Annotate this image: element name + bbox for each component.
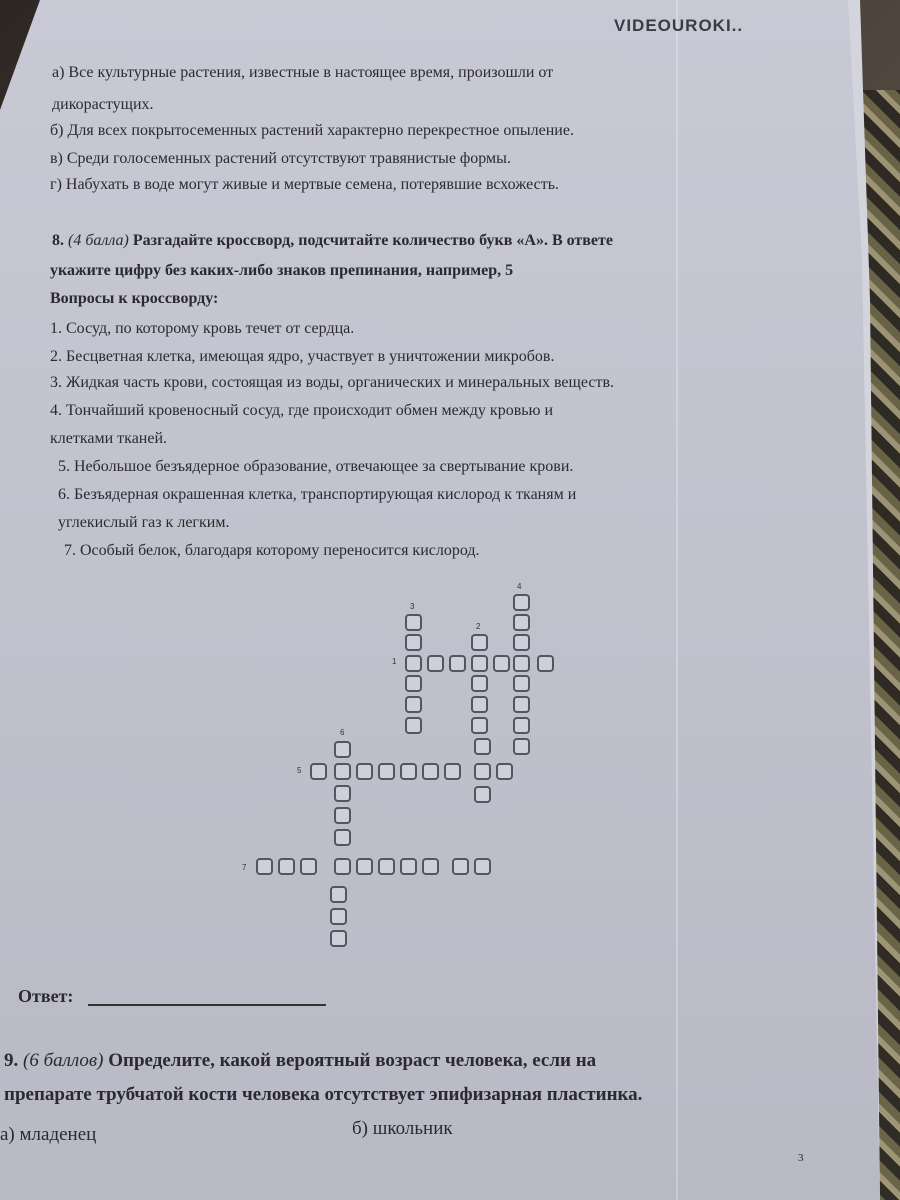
crossword-cell[interactable] [493,655,510,672]
crossword-cell[interactable] [474,738,491,755]
crossword-cell[interactable] [537,655,554,672]
option-c: в) Среди голосеменных растений отсутствуют травянистые формы. [50,150,511,167]
q8-number: 8. [52,232,64,249]
crossword-cell[interactable] [334,763,351,780]
q9-text-1: Определите, какой вероятный возраст человека, если на [108,1050,597,1071]
crossword-cell[interactable] [334,829,351,846]
crossword-cell[interactable] [513,675,530,692]
crossword-number-5: 5 [297,766,302,775]
crossword-cell[interactable] [422,858,439,875]
crossword-cell[interactable] [513,655,530,672]
crossword-cell[interactable] [474,858,491,875]
page-number: 3 [798,1152,804,1164]
q8-heading-line2: укажите цифру без каких-либо знаков препинания, например, 5 [50,262,514,279]
crossword-cell[interactable] [378,763,395,780]
q9-heading-line2: препарате трубчатой кости человека отсутствует эпифизарная пластинка. [4,1084,643,1105]
crossword-number-6: 6 [340,728,345,737]
crossword-cell[interactable] [405,675,422,692]
answer-label: Ответ: [18,986,74,1006]
clue-4-line1: 4. Тончайший кровеносный сосуд, где происходит обмен между кровью и [50,402,554,419]
crossword-cell[interactable] [334,741,351,758]
crossword-questions-title: Вопросы к кроссворду: [50,290,219,307]
option-a-line2: дикорастущих. [52,96,154,113]
crossword-cell[interactable] [400,763,417,780]
q8-text-1: Разгадайте кроссворд, подсчитайте количество букв «А». В ответе [132,232,613,249]
crossword-cell[interactable] [496,763,513,780]
crossword-cell[interactable] [513,717,530,734]
clue-4-line2: клетками тканей. [50,430,168,447]
q9-number: 9. [4,1050,19,1071]
clue-6-line2: углекислый газ к легким. [58,514,230,531]
crossword-cell[interactable] [405,717,422,734]
clue-7: 7. Особый белок, благодаря которому переносится кислород. [64,542,480,559]
clue-3: 3. Жидкая часть крови, состоящая из воды, органических и минеральных веществ. [50,374,614,391]
crossword-cell[interactable] [300,858,317,875]
crossword-cell[interactable] [400,858,417,875]
crossword-cell[interactable] [378,858,395,875]
crossword-cell[interactable] [334,807,351,824]
clue-5: 5. Небольшое безъядерное образование, отвечающее за свертывание крови. [58,458,574,475]
clue-1: 1. Сосуд, по которому кровь течет от сердца. [50,320,355,337]
crossword-cell[interactable] [422,763,439,780]
crossword-cell[interactable] [330,930,347,947]
clue-2: 2. Бесцветная клетка, имеющая ядро, участвует в уничтожении микробов. [50,348,555,365]
crossword-number-4: 4 [517,582,522,591]
crossword-cell[interactable] [330,886,347,903]
answer-field[interactable] [88,1004,326,1006]
crossword-cell[interactable] [310,763,327,780]
crossword-cell[interactable] [513,738,530,755]
crossword-cell[interactable] [471,717,488,734]
crossword-cell[interactable] [513,634,530,651]
crossword-cell[interactable] [513,696,530,713]
crossword-cell[interactable] [471,675,488,692]
q9-option-a: а) младенец [0,1124,97,1145]
crossword-cell[interactable] [471,634,488,651]
crossword-number-3: 3 [410,602,415,611]
crossword-cell[interactable] [513,614,530,631]
q8-points: (4 балла) [68,232,129,249]
videouroki-logo: VIDEOUROKI.. [614,16,744,35]
crossword-cell[interactable] [334,785,351,802]
crossword-cell[interactable] [471,696,488,713]
crossword-cell[interactable] [474,786,491,803]
crossword-number-7: 7 [242,863,247,872]
q9-option-b: б) школьник [352,1118,453,1139]
option-a-line1: а) Все культурные растения, известные в настоящее время, произошли от [52,64,554,81]
crossword-cell[interactable] [474,763,491,780]
crossword-cell[interactable] [405,614,422,631]
crossword-cell[interactable] [256,858,273,875]
crossword-cell[interactable] [330,908,347,925]
crossword-number-1: 1 [392,657,397,666]
crossword-number-2: 2 [476,622,481,631]
crossword-cell[interactable] [513,594,530,611]
crossword-cell[interactable] [405,696,422,713]
crossword-cell[interactable] [471,655,488,672]
crossword-cell[interactable] [405,655,422,672]
crossword-cell[interactable] [405,634,422,651]
crossword-cell[interactable] [356,763,373,780]
crossword-cell[interactable] [278,858,295,875]
crossword-cell[interactable] [356,858,373,875]
crossword-cell[interactable] [444,763,461,780]
crossword-cell[interactable] [449,655,466,672]
crossword-cell[interactable] [334,858,351,875]
crossword-cell[interactable] [427,655,444,672]
clue-6-line1: 6. Безъядерная окрашенная клетка, транспортирующая кислород к тканям и [58,486,577,503]
option-d: г) Набухать в воде могут живые и мертвые семена, потерявшие всхожесть. [50,176,560,193]
q9-points: (6 баллов) [23,1050,104,1071]
q9-heading-line1 [4,1050,596,1072]
option-b: б) Для всех покрытосеменных растений характерно перекрестное опыление. [50,122,574,139]
crossword-cell[interactable] [452,858,469,875]
